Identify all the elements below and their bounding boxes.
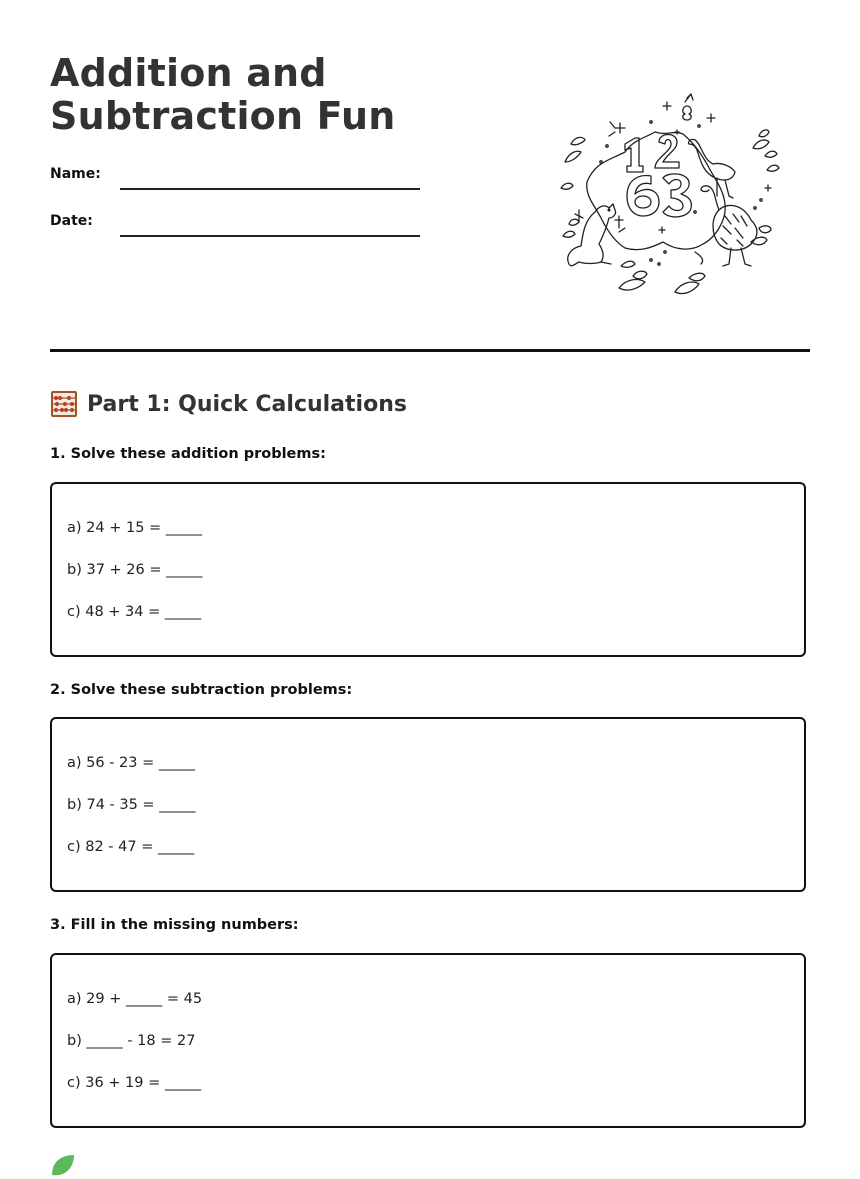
name-field[interactable]: [50, 166, 420, 190]
part-1-heading: [50, 388, 407, 420]
australian-animals-math-illustration: [555, 92, 785, 304]
problem-2b: b) 74 - 35 = _____: [67, 797, 196, 813]
number-two-outline: [655, 135, 679, 169]
leaf-icon: [50, 1153, 76, 1179]
question-3-box: [50, 953, 806, 1128]
title-line-2: Subtraction Fun: [50, 94, 396, 138]
worksheet-title: [50, 52, 395, 138]
date-label: Date:: [50, 213, 93, 229]
question-2-box: [50, 717, 806, 892]
question-2-label: 2. Solve these subtraction problems:: [50, 682, 353, 698]
problem-1c: c) 48 + 34 = _____: [67, 604, 202, 620]
date-field[interactable]: [50, 213, 420, 237]
problem-2a: a) 56 - 23 = _____: [67, 755, 196, 771]
problem-3b: b) _____ - 18 = 27: [67, 1033, 196, 1049]
name-line[interactable]: [120, 188, 420, 190]
section-divider: [50, 349, 810, 352]
abacus-icon: [50, 390, 78, 418]
question-3-label: 3. Fill in the missing numbers:: [50, 917, 299, 933]
question-1-label: 1. Solve these addition problems:: [50, 446, 326, 462]
number-sixty-three-outline: [627, 176, 659, 216]
name-label: Name:: [50, 166, 101, 182]
date-line[interactable]: [120, 235, 420, 237]
problem-2c: c) 82 - 47 = _____: [67, 839, 195, 855]
problem-1b: b) 37 + 26 = _____: [67, 562, 203, 578]
part-1-title: Part 1: Quick Calculations: [87, 391, 407, 417]
problem-3c: c) 36 + 19 = _____: [67, 1075, 202, 1091]
problem-1a: a) 24 + 15 = _____: [67, 520, 203, 536]
title-line-1: Addition and: [50, 51, 327, 95]
question-1-box: [50, 482, 806, 657]
problem-3a: a) 29 + _____ = 45: [67, 991, 203, 1007]
